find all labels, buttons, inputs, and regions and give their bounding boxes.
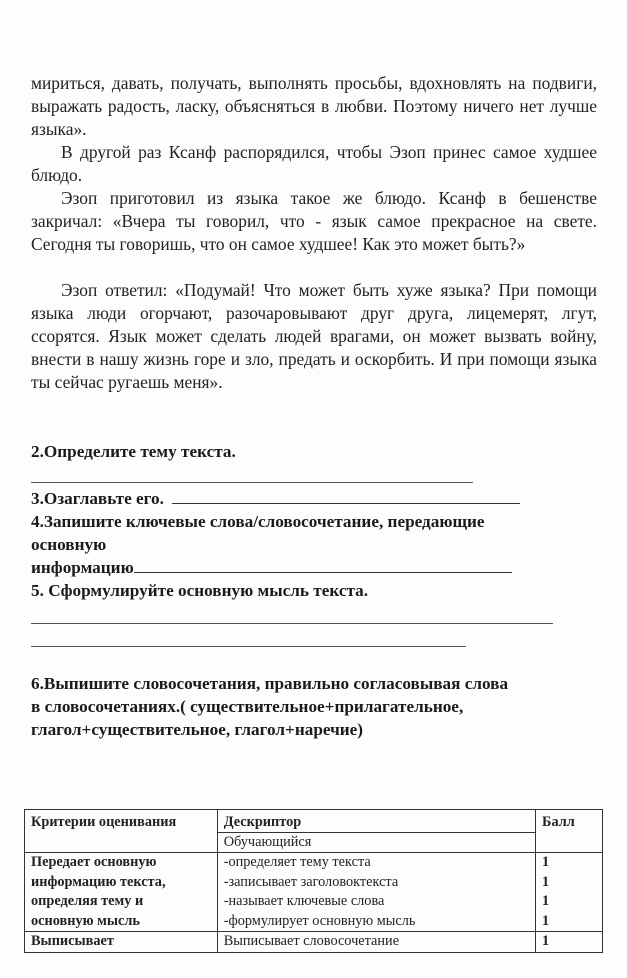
paragraph-4: Эзоп ответил: «Подумай! Что может быть хуже языка? При помощи языка люди огорчают, разочаровывают друг друга, лицемерят, лгут, ссорятся. Язык может сделать людей врагами, он может вызвать войну, внести в нашу жизнь горе и зло, предать и оскорбить. И при помощи языка ты сейчас ругаешь меня». xyxy=(31,280,597,392)
descriptor-item: Выписывает словосочетание xyxy=(223,933,400,949)
criteria-line: основную мысль xyxy=(31,912,140,929)
answer-line-q5-2[interactable] xyxy=(31,646,466,647)
criteria-line: информацию текста, xyxy=(31,873,166,890)
question-6-line-3: глагол+существительное, глагол+наречие) xyxy=(31,720,364,739)
criteria-cell xyxy=(25,932,218,953)
question-6-line-2: в словосочетаниях.( существительное+прилагательное, xyxy=(31,697,464,716)
header-score: Балл xyxy=(536,810,603,853)
score-value: 1 xyxy=(542,893,550,909)
question-2: 2.Определите тему текста. xyxy=(31,442,236,461)
table-row xyxy=(25,853,603,932)
answer-line-q2[interactable] xyxy=(31,482,473,483)
descriptor-cell xyxy=(217,932,535,953)
paragraph-1: мириться, давать, получать, выполнять просьбы, вдохновлять на подвиги, выражать радость, ласку, объясняться в любви. Поэтому ничего нет лучше языка». xyxy=(31,73,597,139)
paragraph-2: В другой раз Ксанф распорядился, чтобы Эзоп принес самое худшее блюдо. xyxy=(31,142,597,185)
answer-line-q3[interactable] xyxy=(172,489,520,504)
question-4-text: информацию xyxy=(31,558,134,577)
question-4-line-1: 4.Запишите ключевые слова/словосочетание, передающие xyxy=(31,512,485,531)
question-4-line-2: основную xyxy=(31,535,107,554)
score-value: 1 xyxy=(542,933,550,949)
criteria-line: Выписывает xyxy=(31,933,114,949)
descriptor-cell xyxy=(217,853,535,932)
answer-line-q4[interactable] xyxy=(134,558,512,573)
answer-line-q5-1[interactable] xyxy=(31,623,553,624)
descriptor-item: -формулирует основную мысль xyxy=(223,912,416,929)
descriptor-item: -определяет тему текста xyxy=(223,854,371,870)
question-3-text: 3.Озаглавьте его. xyxy=(31,489,164,508)
assessment-criteria-table xyxy=(24,809,603,953)
question-3 xyxy=(31,487,520,510)
descriptor-item: -записывает заголовоктекста xyxy=(223,873,399,890)
score-cell xyxy=(536,853,603,932)
header-descriptor: Дескриптор xyxy=(217,810,535,833)
criteria-line: Передает основную xyxy=(31,854,157,870)
score-value: 1 xyxy=(542,873,550,890)
header-descriptor-sub: Обучающийся xyxy=(217,833,535,853)
score-value: 1 xyxy=(542,854,550,870)
paragraph-3: Эзоп приготовил из языка такое же блюдо. Ксанф в бешенстве закричал: «Вчера ты говорил, что - язык самое прекрасное на свете. Сегодня ты говоришь, что он самое худшее! Как это может быть?» xyxy=(31,188,597,254)
question-4-line-3 xyxy=(31,556,512,579)
question-6-line-1: 6.Выпишите словосочетания, правильно согласовывая слова xyxy=(31,674,509,693)
table-header-row xyxy=(25,810,603,833)
criteria-cell xyxy=(25,853,218,932)
descriptor-item: -называет ключевые слова xyxy=(223,893,385,909)
header-criteria: Критерии оценивания xyxy=(25,810,218,853)
score-value: 1 xyxy=(542,912,550,929)
table-row xyxy=(25,932,603,953)
criteria-line: определяя тему и xyxy=(31,893,144,909)
score-cell xyxy=(536,932,603,953)
question-5: 5. Сформулируйте основную мысль текста. xyxy=(31,581,369,600)
